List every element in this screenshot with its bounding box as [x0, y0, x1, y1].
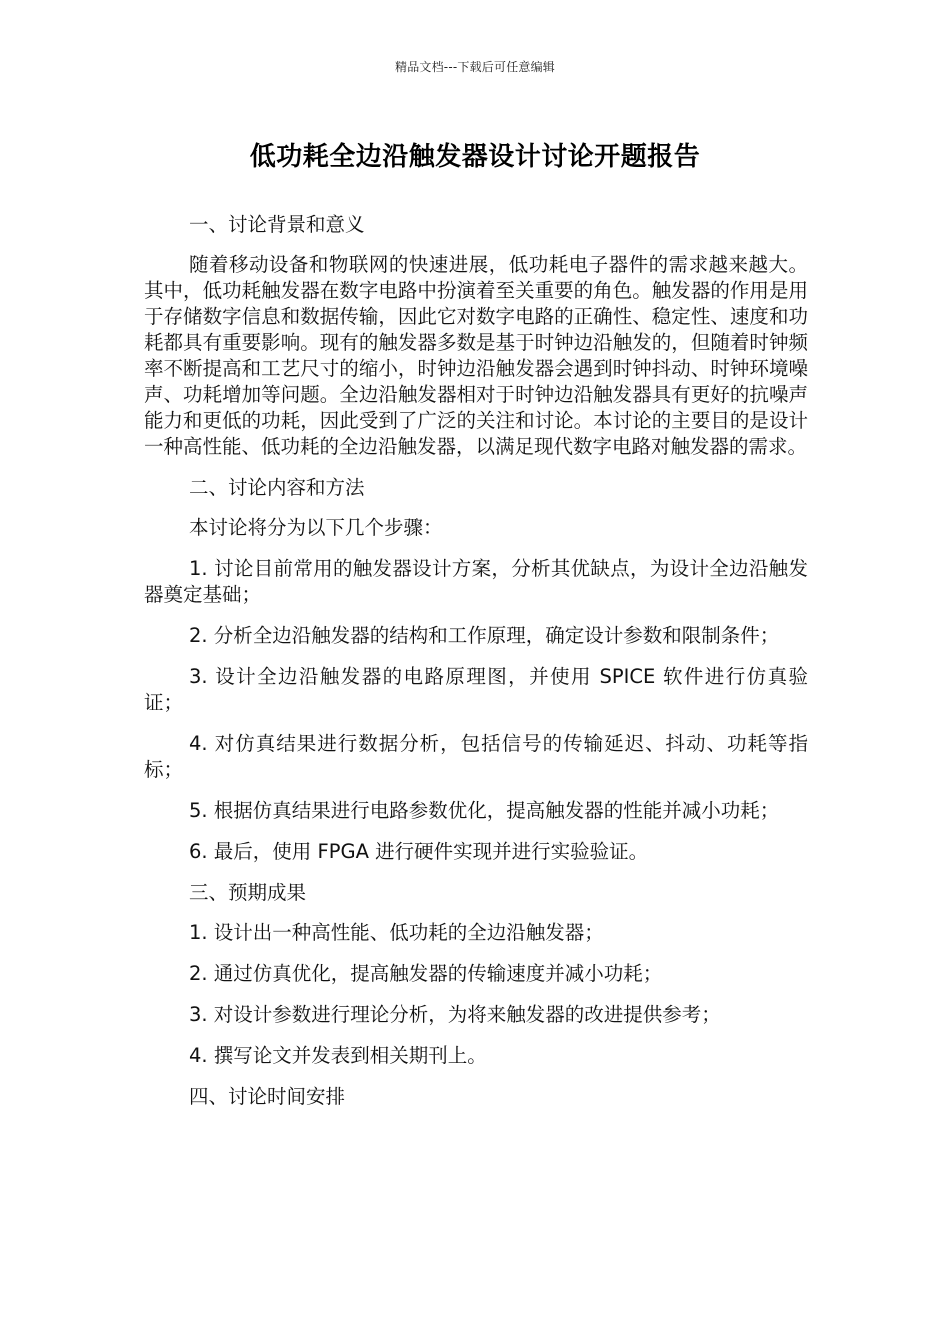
document-title: 低功耗全边沿触发器设计讨论开题报告: [249, 142, 701, 172]
list-item-step-4: 4. 对仿真结果进行数据分析，包括信号的传输延迟、抖动、功耗等指标；: [144, 732, 808, 781]
header-note: 精品文档---下载后可任意编辑: [395, 60, 555, 74]
section-heading-expected-results: 三、预期成果: [189, 881, 307, 904]
list-item-step-2: 2. 分析全边沿触发器的结构和工作原理，确定设计参数和限制条件；: [189, 624, 780, 647]
paragraph-steps-intro: 本讨论将分为以下几个步骤：: [189, 516, 443, 539]
list-item-step-6: 6. 最后，使用 FPGA 进行硬件实现并进行实验验证。: [189, 840, 649, 863]
section-heading-schedule: 四、讨论时间安排: [189, 1085, 346, 1108]
paragraph-background: 随着移动设备和物联网的快速进展，低功耗电子器件的需求越来越大。其中，低功耗触发器在数字电路中扮演着至关重要的角色。触发器的作用是用于存储数字信息和数据传输，因此它对数字电路的正确性、稳定性、速度和功耗都具有重要影响。现有的触发器多数是基于时钟边沿触发的，但随着时钟频率不断提高和工艺尺寸的缩小，时钟边沿触发器会遇到时钟抖动、时钟环境噪声、功耗增加等问题。全边沿触发器相对于时钟边沿触发器具有更好的抗噪声能力和更低的功耗，因此受到了广泛的关注和讨论。本讨论的主要目的是设计一种高性能、低功耗的全边沿触发器，以满足现代数字电路对触发器的需求。: [144, 253, 808, 458]
list-item-result-1: 1. 设计出一种高性能、低功耗的全边沿触发器；: [189, 921, 604, 944]
list-item-step-1: 1. 讨论目前常用的触发器设计方案，分析其优缺点，为设计全边沿触发器奠定基础；: [144, 557, 808, 606]
document-body: [144, 212, 808, 1124]
list-item-step-3: 3. 设计全边沿触发器的电路原理图，并使用 SPICE 软件进行仿真验证；: [144, 665, 808, 714]
section-heading-content-method: 二、讨论内容和方法: [189, 476, 365, 499]
list-item-result-3: 3. 对设计参数进行理论分析，为将来触发器的改进提供参考；: [189, 1003, 721, 1026]
list-item-result-2: 2. 通过仿真优化，提高触发器的传输速度并减小功耗；: [189, 962, 663, 985]
section-heading-background: 一、讨论背景和意义: [189, 213, 365, 236]
list-item-result-4: 4. 撰写论文并发表到相关期刊上。: [189, 1044, 487, 1067]
list-item-step-5: 5. 根据仿真结果进行电路参数优化，提高触发器的性能并减小功耗；: [189, 799, 780, 822]
